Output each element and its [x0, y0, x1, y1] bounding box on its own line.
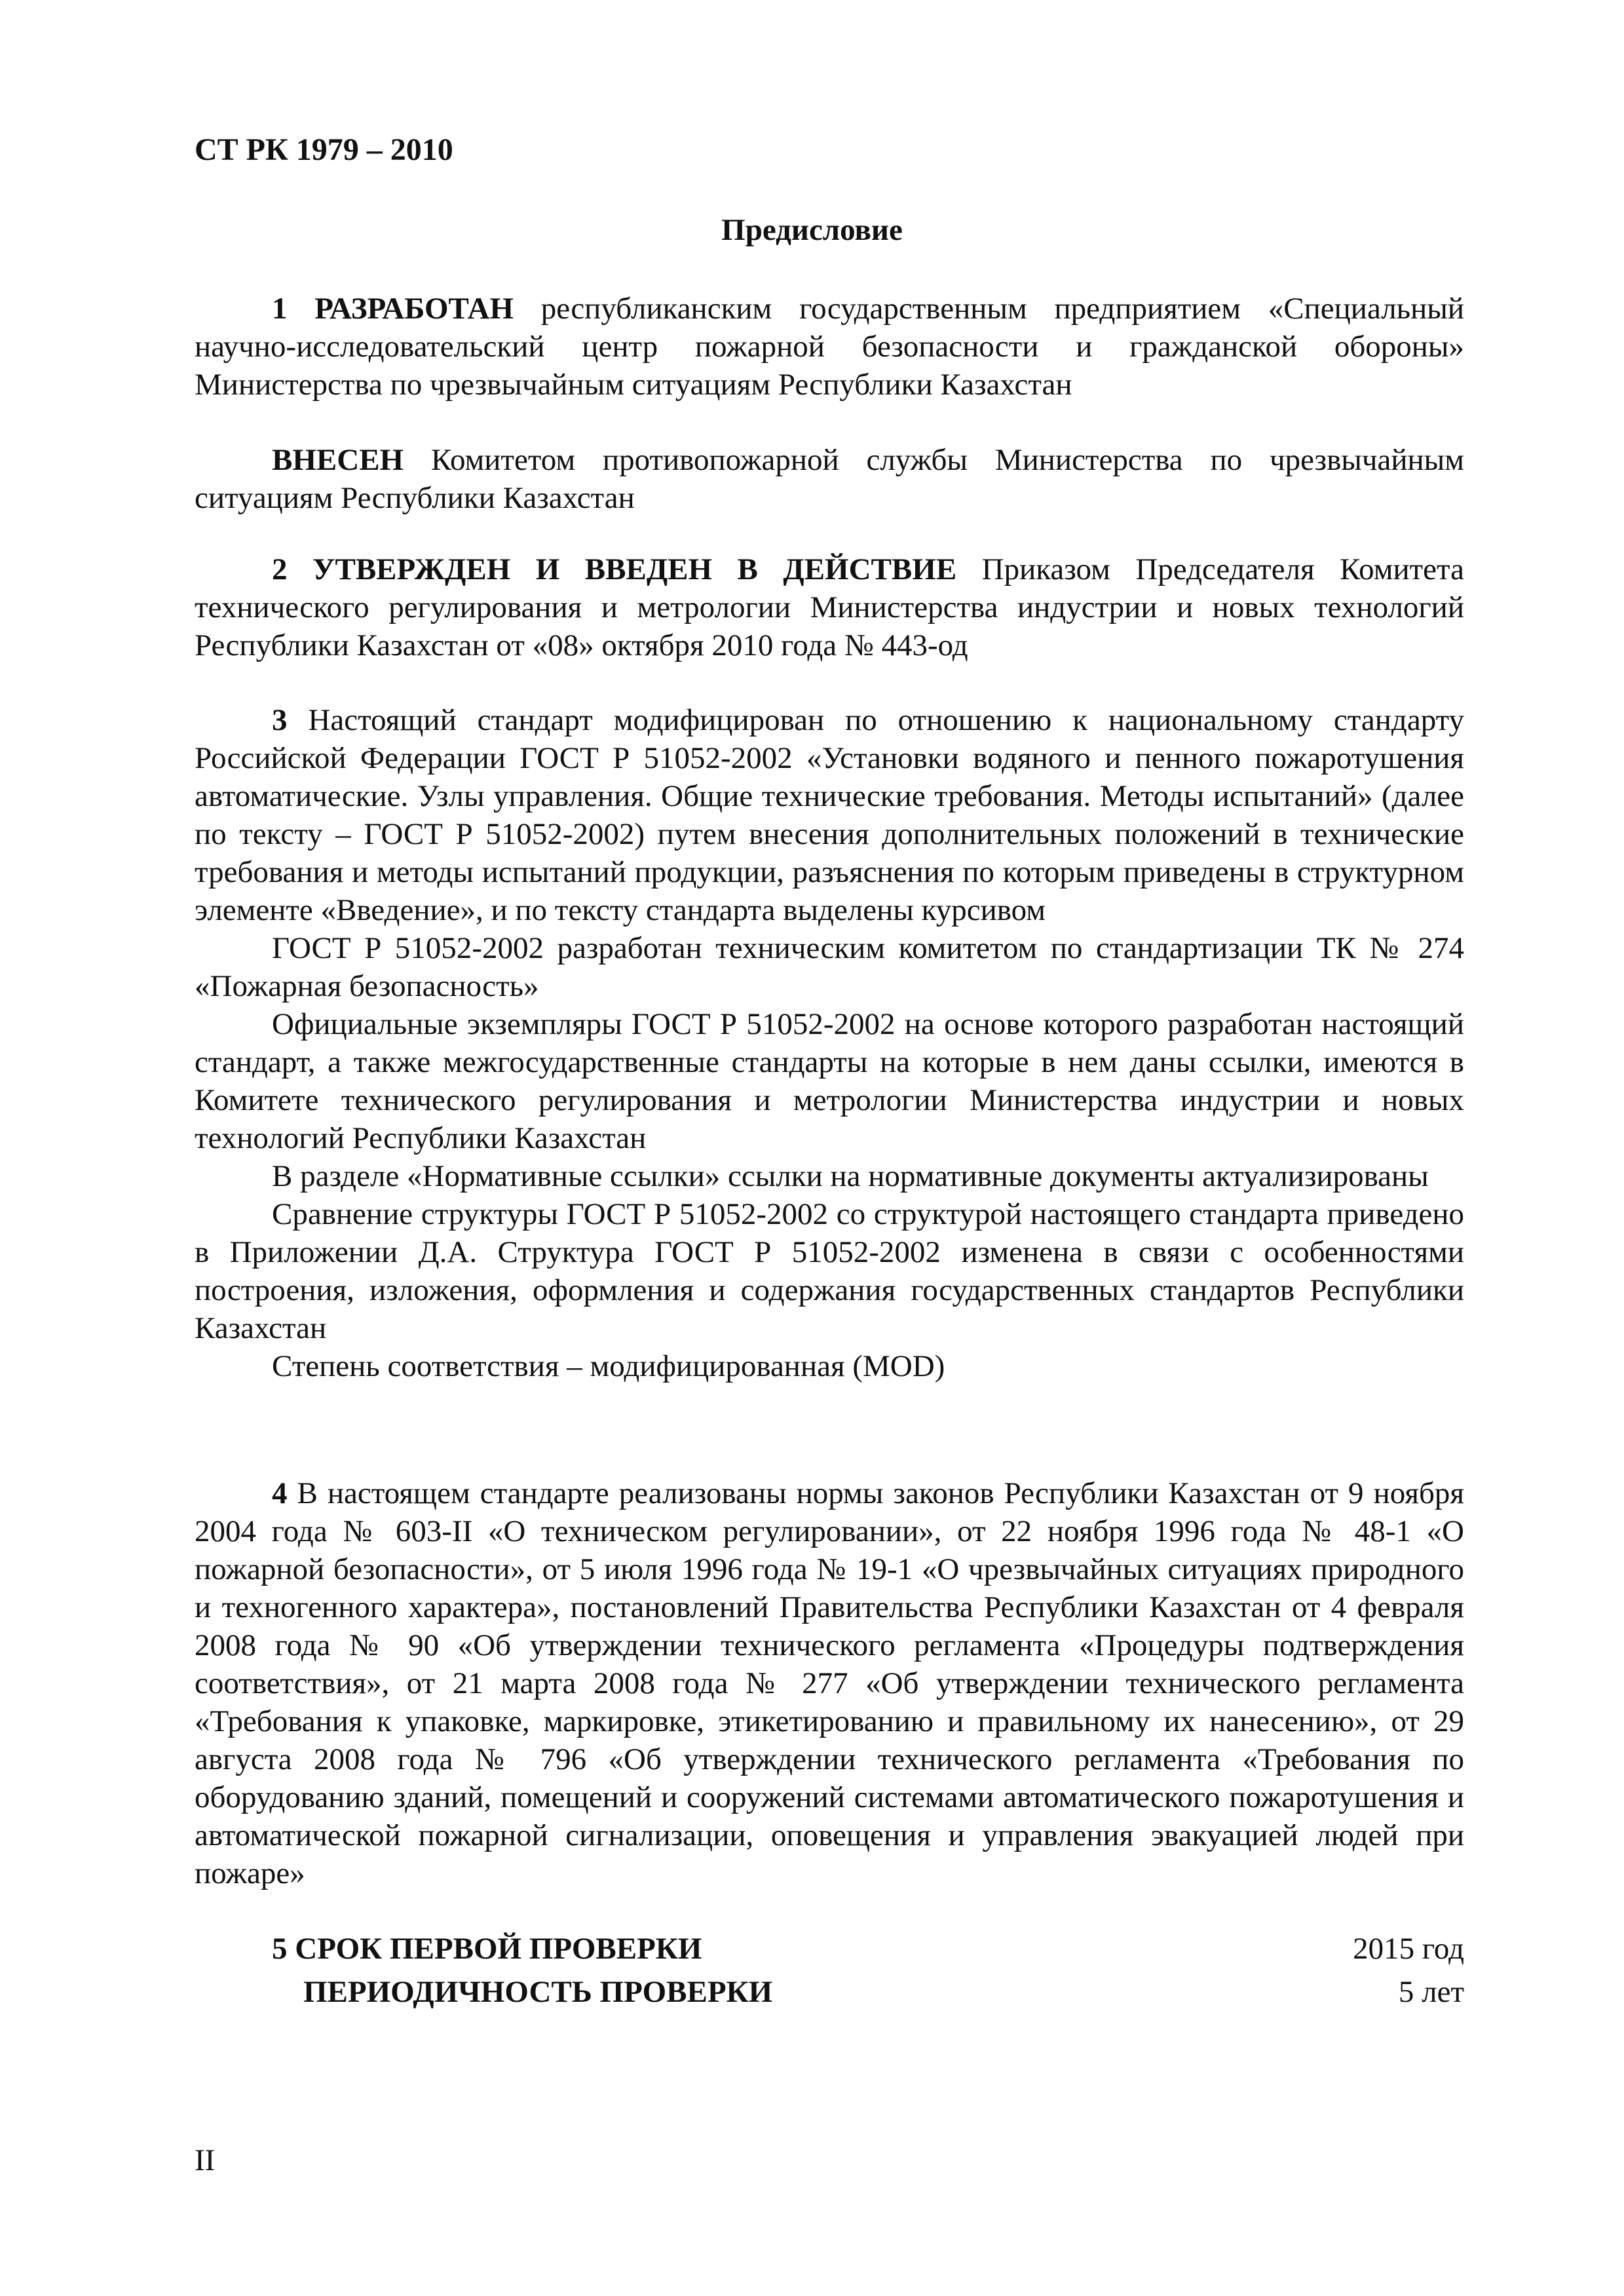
section-3-paragraph-5: Сравнение структуры ГОСТ Р 51052-2002 со структурой настоящего стандарта приведено в Приложении Д.А. Структура ГОСТ Р 51052-2002 изменена в связи с особенностями построения, изложения, оформления и содержания государственных стандартов Республики Казахстан: [195, 1197, 1464, 1345]
section-4-lead: 4: [272, 1476, 288, 1510]
section-4: [195, 1474, 1464, 1892]
section-2-text: Приказом Председателя Комитета технического регулирования и метрологии Министерства индустрии и новых технологий Республики Казахстан от «08» октября 2010 года № 443-од: [195, 552, 1464, 662]
section-1-text: республиканским государственным предприятием «Специальный научно-исследовательский центр пожарной безопасности и гражданской обороны» Министерства по чрезвычайным ситуациям Республики Казахстан: [195, 292, 1464, 402]
section-3-paragraph-6: Степень соответствия – модифицированная (MOD): [272, 1349, 945, 1383]
section-3-paragraph-4: В разделе «Нормативные ссылки» ссылки на нормативные документы актуализированы: [272, 1159, 1429, 1193]
section-1: [195, 290, 1464, 404]
section-2: [195, 550, 1464, 664]
check-periodicity-value: 5 лет: [1398, 1975, 1464, 2009]
introduced-paragraph: [195, 441, 1464, 517]
section-3-text: Настоящий стандарт модифицирован по отношению к национальному стандарту Российской Федерации ГОСТ Р 51052-2002 «Установки водяного и пенного пожаротушения автоматические. Узлы управления. Общие технические требования. Методы испытаний» (далее по тексту – ГОСТ Р 51052-2002) путем внесения дополнительных положений в технические требования и методы испытаний продукции, разъяснения по которым приведены в структурном элементе «Введение», и по тексту стандарта выделены курсивом: [195, 703, 1464, 927]
standard-code: СТ РК 1979 – 2010: [195, 132, 453, 167]
introduced-lead: ВНЕСЕН: [272, 443, 404, 477]
section-3-paragraph-2: ГОСТ Р 51052-2002 разработан техническим комитетом по стандартизации ТК № 274 «Пожарная безопасность»: [195, 931, 1464, 1003]
section-3-paragraph-3: Официальные экземпляры ГОСТ Р 51052-2002 на основе которого разработан настоящий стандарт, а также межгосударственные стандарты на которые в нем даны ссылки, имеются в Комитете технического регулирования и метрологии Министерства индустрии и новых технологий Республики Казахстан: [195, 1007, 1464, 1155]
section-4-text: В настоящем стандарте реализованы нормы законов Республики Казахстан от 9 ноября 2004 года № 603-II «О техническом регулировании», от 22 ноября 1996 года № 48-1 «О пожарной безопасности», от 5 июля 1996 года № 19-1 «О чрезвычайных ситуациях природного и техногенного характера», постановлений Правительства Республики Казахстан от 4 февраля 2008 года № 90 «Об утверждении технического регламента «Процедуры подтверждения соответствия», от 21 марта 2008 года № 277 «Об утверждении технического регламента «Требования к упаковке, маркировке, этикетированию и правильному их нанесению», от 29 августа 2008 года № 796 «Об утверждении технического регламента «Требования по оборудованию зданий, помещений и сооружений системами автоматического пожаротушения и автоматической пожарной сигнализации, оповещения и управления эвакуацией людей при пожаре»: [195, 1476, 1464, 1890]
first-check-label: 5 СРОК ПЕРВОЙ ПРОВЕРКИ: [272, 1932, 702, 1966]
section-2-paragraph: [195, 550, 1464, 664]
introduced-section: [195, 441, 1464, 517]
section-2-lead: 2 УТВЕРЖДЕН И ВВЕДЕН В ДЕЙСТВИЕ: [272, 552, 957, 586]
introduced-text: Комитетом противопожарной службы Министерства по чрезвычайным ситуациям Республики Казахстан: [195, 443, 1464, 515]
section-4-paragraph: [195, 1474, 1464, 1892]
section-1-lead: 1 РАЗРАБОТАН: [272, 292, 514, 326]
section-5: [195, 1930, 1464, 2021]
check-periodicity-label: ПЕРИОДИЧНОСТЬ ПРОВЕРКИ: [303, 1975, 773, 2009]
section-3-lead: 3: [272, 703, 288, 737]
section-3-paragraph-1: [195, 701, 1464, 929]
section-3: [195, 701, 1464, 1385]
page-number: II: [195, 2143, 216, 2177]
section-1-paragraph: [195, 290, 1464, 404]
page-title: Предисловие: [721, 213, 903, 247]
first-check-value: 2015 год: [1353, 1932, 1464, 1966]
